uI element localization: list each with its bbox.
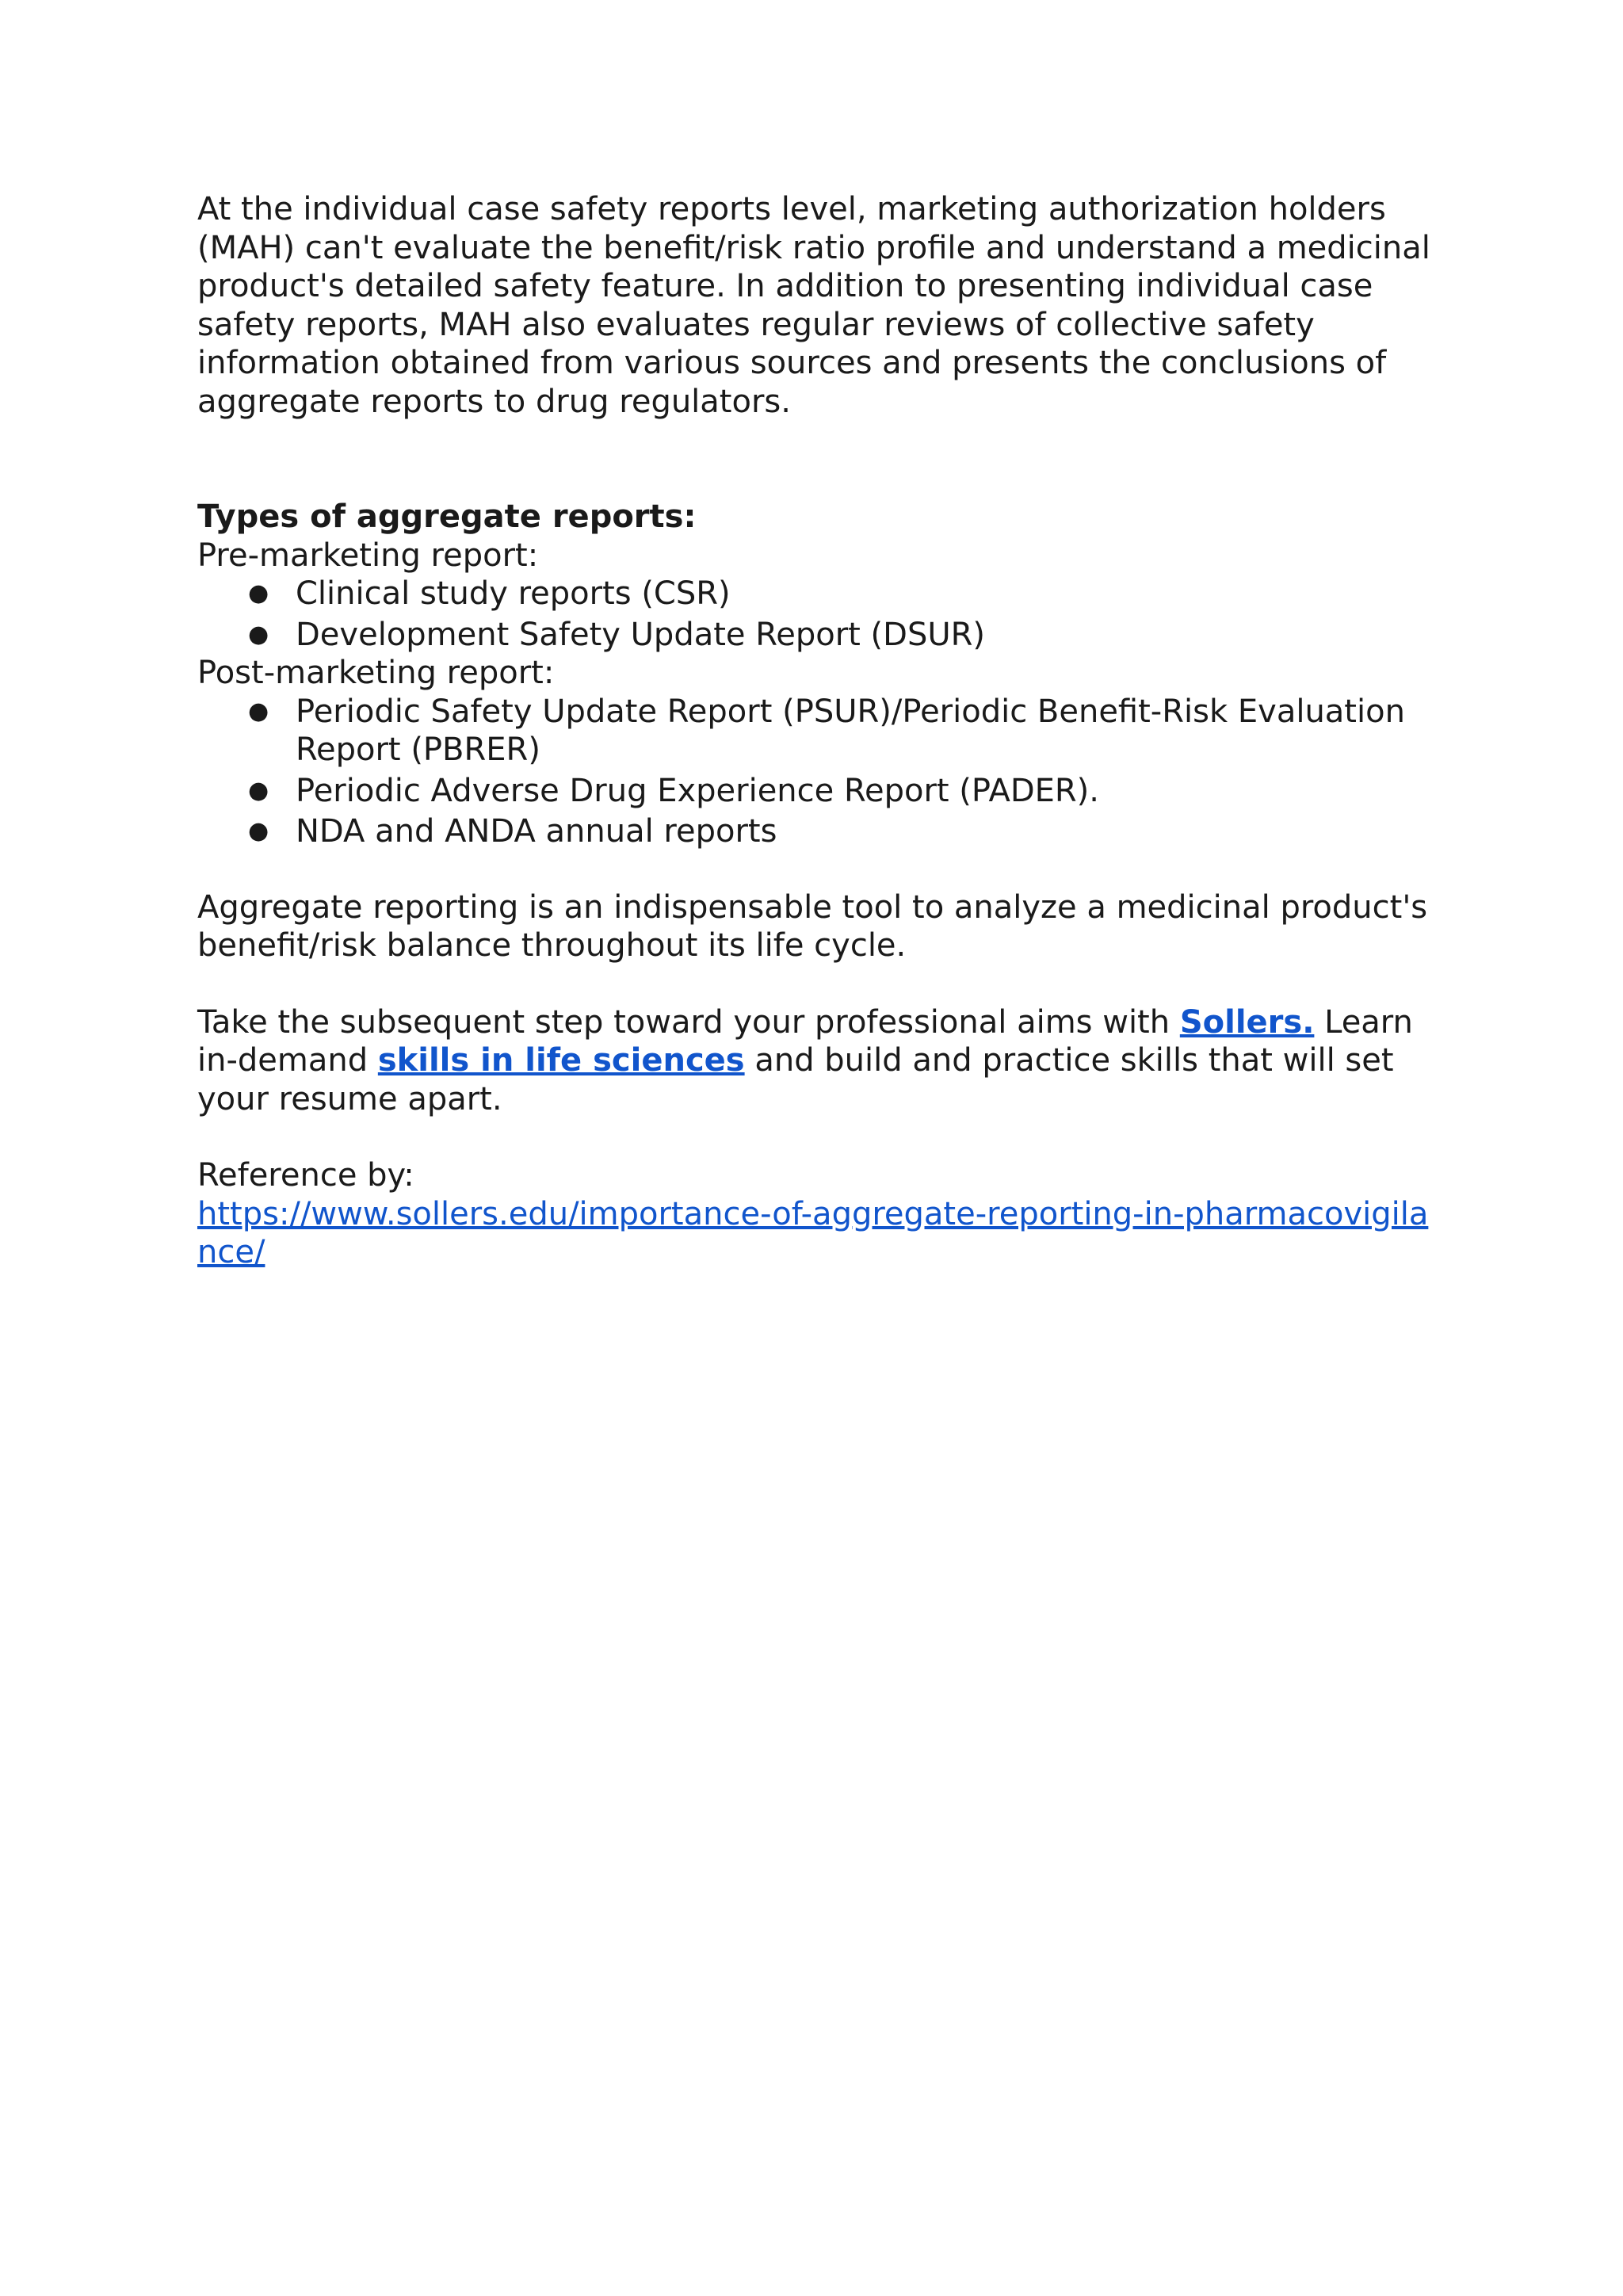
reference-url-line bbox=[197, 1195, 1442, 1272]
reference-label: Reference by: bbox=[197, 1157, 414, 1194]
sollers-link[interactable]: Sollers. bbox=[1179, 1003, 1315, 1041]
bullet-icon: ● bbox=[248, 579, 269, 607]
cta-text-3: and build and practice skills that will set your resume apart. bbox=[197, 1042, 1394, 1117]
cta-text-2: Learn in-demand bbox=[197, 1003, 1413, 1079]
types-heading: Types of aggregate reports: bbox=[197, 499, 697, 535]
pre-marketing-label: Pre-marketing report: bbox=[197, 537, 539, 574]
list-item-text: Development Safety Update Report (DSUR) bbox=[296, 616, 986, 653]
list-item-text: Periodic Safety Update Report (PSUR)/Periodic Benefit-Risk Evaluation Report (PBRER) bbox=[296, 693, 1405, 768]
list-item-text: NDA and ANDA annual reports bbox=[296, 813, 777, 850]
cta-text-1: Take the subsequent step toward your professional aims with bbox=[197, 1003, 1180, 1041]
skills-in-life-sciences-link[interactable]: skills in life sciences bbox=[377, 1042, 745, 1079]
reference-url-link[interactable]: https://www.sollers.edu/importance-of-aggregate-reporting-in-pharmacovigilance/ bbox=[197, 1195, 1429, 1270]
bullet-icon: ● bbox=[248, 817, 269, 845]
list-item-text: Clinical study reports (CSR) bbox=[296, 575, 731, 612]
pre-marketing-list bbox=[197, 575, 1442, 654]
list-item bbox=[248, 575, 1442, 613]
document-body bbox=[197, 190, 1442, 1272]
post-marketing-list bbox=[197, 693, 1442, 851]
list-item bbox=[248, 812, 1442, 851]
bullet-icon: ● bbox=[248, 776, 269, 804]
summary-paragraph: Aggregate reporting is an indispensable tool to analyze a medicinal product's benefit/risk balance throughout its life cycle. bbox=[197, 888, 1428, 964]
cta-paragraph bbox=[197, 1003, 1442, 1119]
list-item bbox=[248, 616, 1442, 655]
intro-paragraph: At the individual case safety reports level, marketing authorization holders (MAH) can't evaluate the benefit/risk ratio profile and understand a medicinal product's detailed safety feature. In addition to presenting individual case safety reports, MAH also evaluates regular reviews of collective safety information obtained from various sources and presents the conclusions of aggregate reports to drug regulators. bbox=[197, 191, 1430, 420]
bullet-icon: ● bbox=[248, 620, 269, 648]
post-marketing-label: Post-marketing report: bbox=[197, 655, 555, 691]
list-item bbox=[248, 693, 1442, 770]
list-item bbox=[248, 772, 1442, 811]
list-item-text: Periodic Adverse Drug Experience Report (PADER). bbox=[296, 772, 1100, 809]
bullet-icon: ● bbox=[248, 697, 269, 725]
